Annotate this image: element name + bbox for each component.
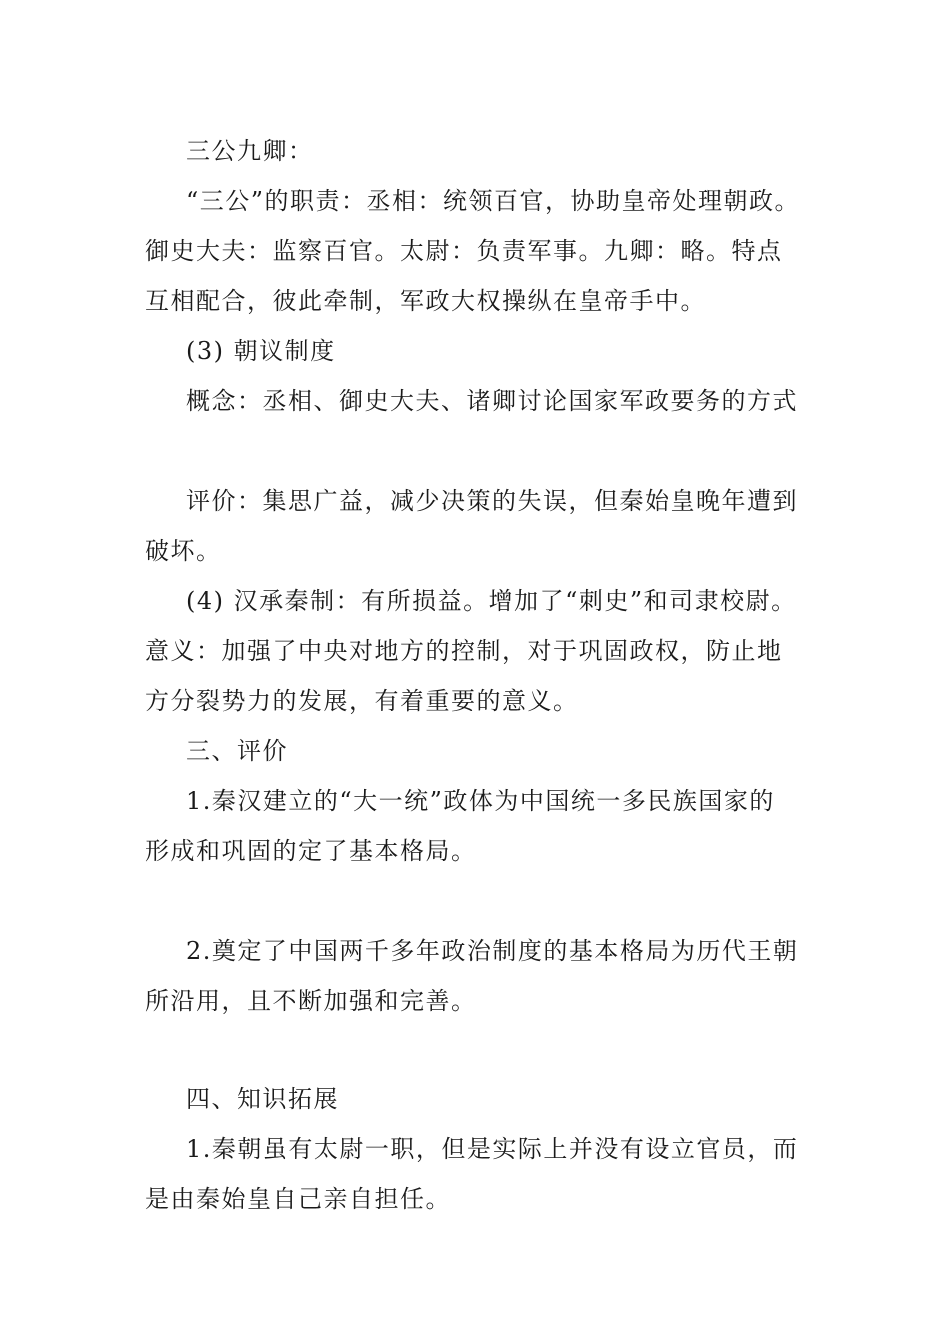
text-line: 是由秦始皇自己亲自担任。 — [145, 1185, 451, 1213]
text-line: 御史大夫：监察百官。太尉：负责军事。九卿：略。特点 — [145, 237, 783, 265]
text-line: 1.秦朝虽有太尉一职，但是实际上并没有设立官员，而 — [186, 1135, 799, 1163]
text-line: (4) 汉承秦制：有所损益。增加了“刺史”和司隶校尉。 — [186, 587, 797, 615]
text-line: “三公”的职责：丞相：统领百官，协助皇帝处理朝政。 — [186, 187, 801, 215]
text-line: 2.奠定了中国两千多年政治制度的基本格局为历代王朝 — [186, 937, 799, 965]
text-line: 破坏。 — [145, 537, 222, 565]
text-line: 意义：加强了中央对地方的控制，对于巩固政权，防止地 — [145, 637, 783, 665]
section-heading: 三、评价 — [186, 737, 288, 765]
text-line: 方分裂势力的发展，有着重要的意义。 — [145, 687, 579, 715]
section-heading: 四、知识拓展 — [186, 1085, 339, 1113]
text-line: 形成和巩固的定了基本格局。 — [145, 837, 477, 865]
text-line: 1.秦汉建立的“大一统”政体为中国统一多民族国家的 — [186, 787, 775, 815]
text-line: (3) 朝议制度 — [186, 337, 336, 365]
text-line: 所沿用，且不断加强和完善。 — [145, 987, 477, 1015]
text-line: 互相配合，彼此牵制，军政大权操纵在皇帝手中。 — [145, 287, 706, 315]
text-line: 概念：丞相、御史大夫、诸卿讨论国家军政要务的方式 — [186, 387, 798, 415]
text-line: 评价：集思广益，减少决策的失误，但秦始皇晚年遭到 — [186, 487, 798, 515]
text-line: 三公九卿： — [186, 137, 314, 165]
